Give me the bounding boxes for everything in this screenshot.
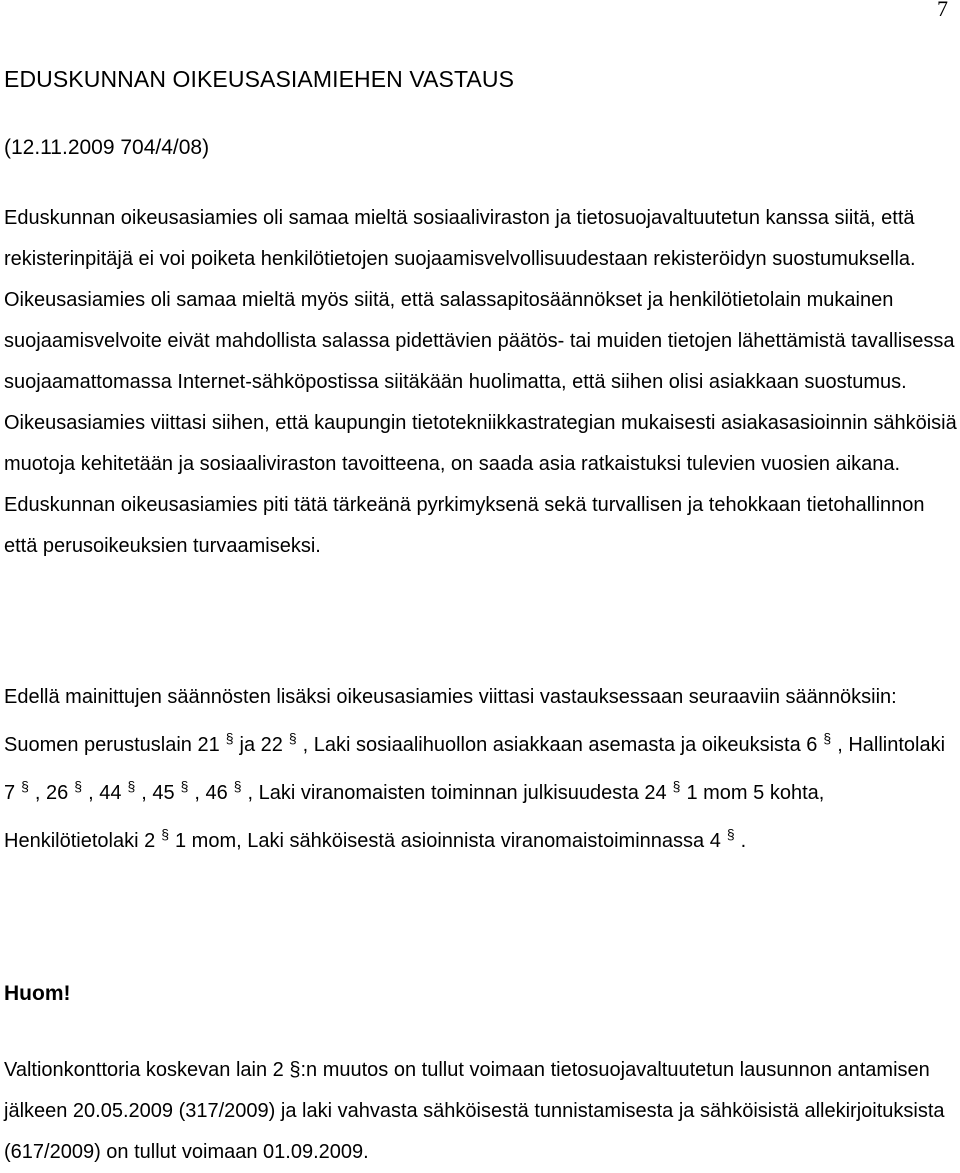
paragraph-2-text: , Hallintolaki 7 [4,734,946,804]
case-reference: (12.11.2009 704/4/08) [4,136,210,159]
section-sign: § [672,778,681,794]
section-sign: § [127,778,136,794]
paragraph-2-text: ja 22 [239,734,283,756]
paragraph-2-text: 1 mom 5 kohta, Henkilötietolaki 2 [4,782,825,852]
section-sign: § [823,730,832,746]
paragraph-2-text: , 46 [194,782,228,804]
section-sign: § [726,826,735,842]
paragraph-2-text: , 26 [34,782,69,804]
paragraph-2-text: , Laki viranomaisten toiminnan julkisuudesta 24 [247,782,667,804]
section-sign: § [21,778,29,794]
paragraph-1: Eduskunnan oikeusasiamies oli samaa mieltä sosiaaliviraston ja tietosuojavaltuutetun kanssa siitä, että rekisterinpitäjä ei voi poiketa henkilötietojen suojaamisvelvollisuudestaan rekisteröidyn suostumuksella. Oikeusasiamies oli samaa mieltä myös siitä, että salassapitosäännökset ja henkilötietolain mukainen suojaamisvelvoite eivät mahdollista salassa pidettävien päätös- tai muiden tietojen lähettämistä tavallisessa suojaamattomassa Internet-sähköpostissa siitäkään huolimatta, että siihen olisi asiakkaan suostumus. Oikeusasiamies viittasi siihen, että kaupungin tietotekniikkastrategian mukaisesti asiakasasioinnin sähköisiä muotoja kehitetään ja sosiaaliviraston tavoitteena, on saada asia ratkaistuksi tulevien vuosien aikana. Eduskunnan oikeusasiamies piti tätä tärkeänä pyrkimyksenä sekä turvallisen ja tehokkaan tietohallinnon että perusoikeuksien turvaamiseksi. [4,207,957,557]
page-number: 7 [937,0,948,21]
section-sign: § [180,778,189,794]
paragraph-2 [4,677,959,862]
paragraph-2-text: 1 mom, Laki sähköisestä asioinnista viranomaistoiminnassa 4 [175,830,721,852]
section-sign: § [225,730,234,746]
document-heading: EDUSKUNNAN OIKEUSASIAMIEHEN VASTAUS [4,66,515,92]
paragraph-2-text: , 45 [141,782,175,804]
section-sign: § [288,730,297,746]
paragraph-2-text: , 44 [88,782,122,804]
paragraph-2-text: , Laki sosiaalihuollon asiakkaan asemasta ja oikeuksista 6 [302,734,818,756]
paragraph-2-text: Edellä mainittujen säännösten lisäksi oikeusasiamies viittasi vastauksessaan seuraaviin säännöksiin: Suomen perustuslain 21 [4,686,897,756]
section-sign: § [74,778,83,794]
paragraph-2-text: . [740,830,747,852]
section-sign: § [161,826,169,842]
section-sign: § [233,778,242,794]
paragraph-3: Valtionkonttoria koskevan lain 2 §:n muutos on tullut voimaan tietosuojavaltuutetun lausunnon antamisen jälkeen 20.05.2009 (317/2009) ja laki vahvasta sähköisestä tunnistamisesta ja sähköisistä allekirjoituksista (617/2009) on tullut voimaan 01.09.2009. [4,1059,945,1163]
note-label: Huom! [4,982,71,1005]
